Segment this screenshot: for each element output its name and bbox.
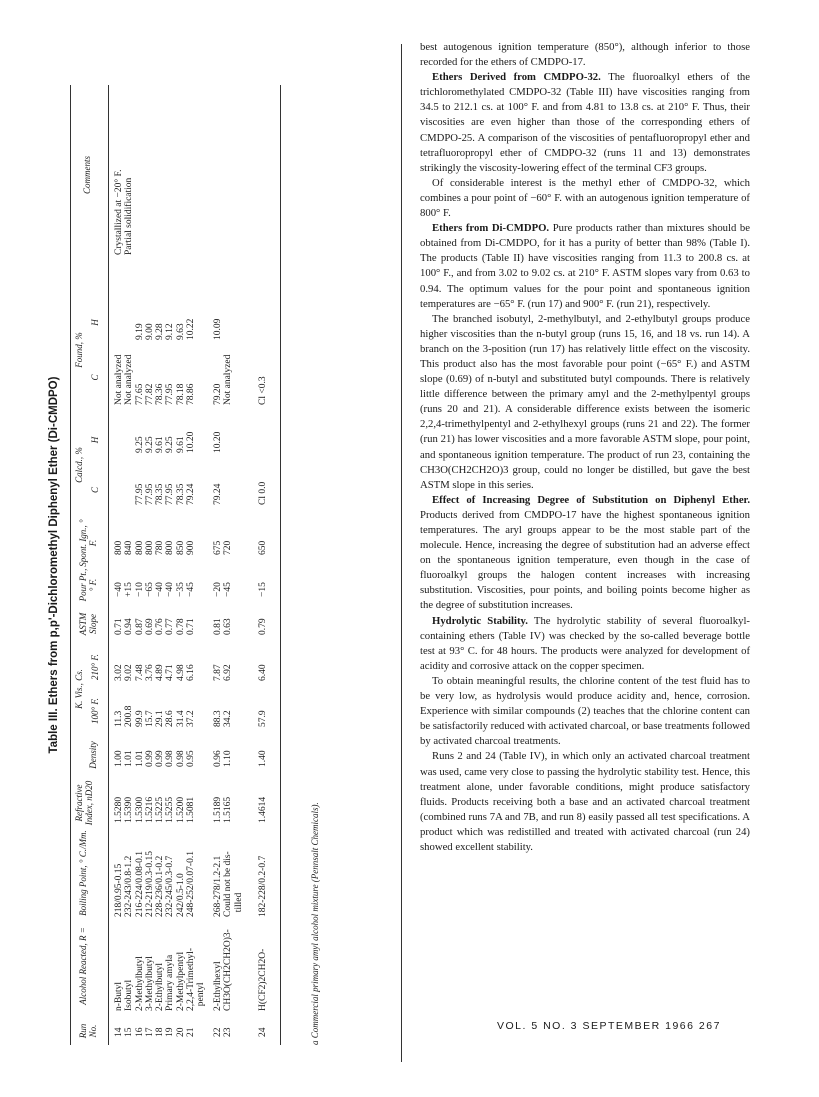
header-kvis-100: 100° F. — [90, 698, 100, 724]
header-found-h: H — [90, 319, 100, 326]
header-comments: Comments — [82, 156, 92, 194]
header-boiling-point: Boiling Point, ° C./Mm. — [78, 830, 88, 916]
found-h-cell: 9.19 9.00 9.28 9.12 9.63 10.22 — [134, 318, 197, 340]
pour-cell: −40 +15 −10 −65 −40 −40 −35 −45 — [114, 582, 197, 597]
table-top-rule — [70, 85, 71, 1045]
paragraph: best autogenous ignition temperature (850°), although inferior to those recorded for the ethers of CMDPO-17. — [420, 41, 750, 69]
run-cell: 14 15 16 17 18 19 20 21 — [114, 1027, 197, 1037]
column-divider — [401, 44, 402, 1062]
header-kvis-210: 210° F. — [90, 654, 100, 680]
density-cell: 1.40 — [258, 750, 268, 767]
header-spont-ign: Spont. Ign., ° F. — [78, 519, 98, 567]
header-alcohol: Alcohol Reacted, R = — [78, 927, 88, 1005]
kvis210-cell: 6.40 — [258, 664, 268, 681]
paragraph — [420, 70, 750, 176]
paragraph: To obtain meaningful results, the chlorine content of the test fluid has to be very low, as hydrolysis would produce acidity and, hence, corrosion. Experience with similar compounds (2) teaches that the chlorine content can be satisfactorily reduced with activated charcoal, or base treatments followed by activated charcoal treatments. — [420, 674, 750, 748]
body-text-column — [420, 40, 750, 855]
header-calcd-h: H — [90, 436, 100, 444]
table-iii — [48, 85, 348, 1045]
section-heading: Hydrolytic Stability. — [432, 614, 528, 627]
alcohol-cell: H(CF2)2CH2O- — [258, 948, 268, 1011]
paragraph — [420, 221, 750, 312]
found-c-cell: Cl <0.3 — [258, 376, 268, 405]
kvis100-cell: 57.9 — [258, 710, 268, 727]
bp-cell: 218/0.95-0.15 232-243/0.8-1.2 216-224/0.08-0.1 212-219/0.3-0.15 228-236/0.1-0.2 232-245/0.3-0.7 242/0.5-1.0 248-252/0.07-0.1 — [114, 851, 197, 917]
paragraph-text: The hydrolytic stability of several fluoroalkyl-containing ethers (Table IV) was checked by the so-called beverage bottle test at 93° C. for 48 hours. The products were analyzed for development of acidity and corrosive attack on the copper specimen. — [420, 614, 750, 672]
bp-cell: 268-278/1.2-2.1 Could not be dis- tilled — [213, 851, 244, 917]
header-refractive-index: Refractive Index, nD20 — [74, 780, 94, 826]
pour-cell: −15 — [258, 582, 268, 597]
kvis100-cell: 11.3 200.8 99.9 15.7 29.1 28.6 31.4 37.2 — [114, 705, 197, 727]
spont-cell: 650 — [258, 540, 268, 555]
section-heading: Effect of Increasing Degree of Substitution on Diphenyl Ether. — [432, 493, 750, 506]
calc-c-cell: 79.24 — [213, 483, 223, 505]
paragraph-text: Pure products rather than mixtures should be obtained from Di-CMDPO, for it has a purity of better than 98% (Table I). The products (Table II) have viscosities ranging from 11.3 to 200.8 cs. at 100° F., and from 3.02 to 9.02 cs. at 210° F. ASTM slopes vary from 0.63 to 0.94. The optimum values for the pour point and spontaneous ignition temperatures are −65° F. (run 17) and 900° F. (run 21), respectively. — [420, 222, 750, 310]
page-footer: VOL. 5 NO. 3 SEPTEMBER 1966 267 — [497, 1020, 721, 1032]
spont-cell: 675 720 — [213, 540, 234, 555]
kvis210-cell: 7.87 6.92 — [213, 664, 234, 681]
pour-cell: −20 −45 — [213, 582, 234, 597]
found-c-cell: 79.20 Not analyzed — [213, 354, 234, 405]
found-h-cell: 10.09 — [213, 318, 223, 340]
ri-cell: 1.5280 1.5390 1.5300 1.5216 1.5225 1.5255 1.5200 1.5081 — [114, 796, 197, 823]
spont-cell: 800 840 800 800 780 800 850 900 — [114, 540, 197, 555]
ri-cell: 1.4614 — [258, 796, 268, 823]
ri-cell: 1.5189 1.5165 — [213, 796, 234, 823]
run-cell: 22 23 — [213, 1027, 234, 1037]
section-heading: Ethers Derived from CMDPO-32. — [432, 71, 601, 84]
header-kvis: K. Vis., Cs. — [74, 669, 84, 709]
header-calcd-c: C — [90, 487, 100, 494]
astm-cell: 0.79 — [258, 618, 268, 635]
table-bottom-rule — [280, 85, 281, 1045]
paragraph — [420, 493, 750, 614]
calc-c-cell: 77.95 77.95 78.35 77.95 78.35 79.24 — [134, 483, 197, 505]
paragraph: The branched isobutyl, 2-methylbutyl, and 2-ethylbutyl groups produce higher viscosities than the n-butyl group (runs 15, 16, and 18 vs. run 14). A branch on the 3-position (run 17) has relatively little effect on the viscosity. This product also has the most favorable pour point (−65° F.) and ASTM slope (0.69) of n-butyl and substituted butyl compounds. There is relatively little difference between the primary amyl and the 2-methylpentyl groups (runs 20 and 21). A considerable difference exists between the isomeric 2,2,4-trimethylpentyl and 2-ethylhexyl groups (runs 21 and 22). The former (run 21) has lower viscosities and a more favorable ASTM slope, pour point, and spontaneous ignition temperature. The product of run 23, containing the CH3O(CH2CH2O)3 group, could no longer be distilled, but gave the best ASTM slope in this series. — [420, 312, 750, 491]
header-pour-point: Pour Pt., ° F. — [78, 568, 98, 602]
calc-h-cell: 10.20 — [213, 431, 223, 453]
run-cell: 24 — [258, 1027, 268, 1037]
bp-cell: 182-228/0.2-0.7 — [258, 855, 268, 917]
comments-cell: Crystallized at −20° F. Partial solidification — [114, 169, 135, 255]
alcohol-cell: 2-Ethylhexyl CH3O(CH2CH2O)3- — [213, 929, 234, 1011]
alcohol-cell: n-Butyl Isobutyl 2-Methylbutyl 3-Methylbutyl 2-Ethylbutyl Primary amyla 2-Methylpentyl 2,2,4-Trimethyl- pentyl — [114, 948, 207, 1011]
paragraph-text: Products derived from CMDPO-17 have the highest spontaneous ignition temperatures. The aryl groups appear to be the most stable part of the molecule. Hence, increasing the degree of substitution had an adverse effect on the spontaneous ignition temperature, even though in the case of fluoroalkyl groups the halogen content increases with increasing substitution. Viscosities, pour points, and boiling points become higher as the degree of substitution increases. — [420, 508, 750, 612]
rotated-table-region — [0, 0, 400, 1097]
header-run: Run No. — [78, 1023, 98, 1039]
calc-c-cell: Cl 0.0 — [258, 481, 268, 505]
paragraph: Of considerable interest is the methyl ether of CMDPO-32, which combines a pour point of −60° F. with an autogenous ignition temperature of 800° F. — [420, 176, 750, 220]
density-cell: 0.96 1.10 — [213, 750, 234, 767]
paragraph — [420, 614, 750, 674]
header-found: Found, % — [74, 332, 84, 368]
table-title: Table III. Ethers from p,p'-Dichloromethyl Diphenyl Ether (Di-CMDPO) — [48, 376, 60, 754]
found-c-cell: Not analyzed Not analyzed 77.65 77.82 78.36 77.95 78.18 78.86 — [114, 354, 197, 405]
header-density: Density — [88, 741, 98, 769]
table-footnote: a Commercial primary amyl alcohol mixture (Pennsalt Chemicals). — [310, 802, 320, 1045]
density-cell: 1.00 1.01 1.01 0.99 0.99 0.98 0.98 0.95 — [114, 750, 197, 767]
astm-cell: 0.81 0.63 — [213, 618, 234, 635]
paragraph-text: The fluoroalkyl ethers of the trichloromethylated CMDPO-32 (Table III) have viscosities ranging from 34.5 to 212.1 cs. at 100° F. and from 4.81 to 13.8 cs. at 210° F. Thus, their viscosities are even higher than those of the corresponding ethers of CMDPO-25. A comparison of the viscosities of pentafluoropropyl ether and tetrafluoropropyl ether of CMDPO-32 (runs 11 and 13) demonstrates strikingly the viscosity-lowering effect of the terminal CF3 groups. — [420, 71, 751, 174]
header-astm-slope: ASTM Slope — [78, 612, 98, 636]
calc-h-cell: 9.25 9.25 9.61 9.25 9.61 10.20 — [134, 431, 197, 453]
paragraph: Runs 2 and 24 (Table IV), in which only an activated charcoal treatment was used, came very close to passing the hydrolytic stability test. Hence, this treatment alone, under favorable conditions, might produce satisfactory fluids. Products receiving both a base and an activated charcoal treatment (combined runs 7A and 7B, and run 8) easily passed all test specifications. A product which was redistilled and treated with activated charcoal (run 24) showed excellent stability. — [420, 750, 750, 853]
kvis210-cell: 3.02 9.02 7.48 3.76 4.89 4.71 4.98 6.16 — [114, 664, 197, 681]
header-found-c: C — [90, 374, 100, 381]
header-calcd: Calcd., % — [74, 447, 84, 483]
kvis100-cell: 88.3 34.2 — [213, 710, 234, 727]
astm-cell: 0.71 0.94 0.87 0.69 0.76 0.77 0.78 0.71 — [114, 618, 197, 635]
table-header-rule — [108, 85, 109, 1045]
section-heading: Ethers from Di-CMDPO. — [432, 222, 550, 235]
